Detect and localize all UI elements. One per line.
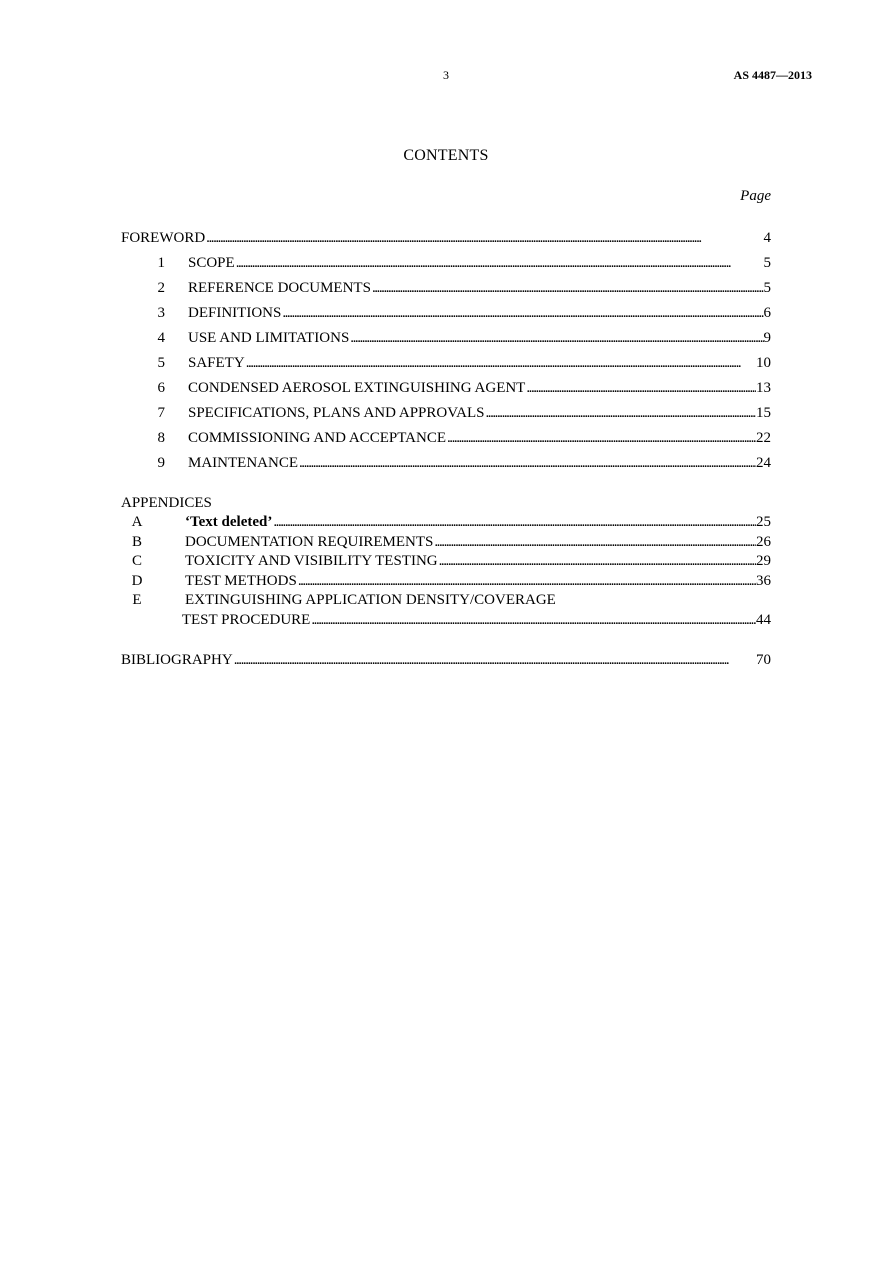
toc-entry-page: 4 — [763, 230, 771, 246]
dot-leader — [371, 278, 764, 298]
dot-leader — [446, 428, 756, 448]
dot-leader — [433, 532, 756, 552]
toc-entry-label: SAFETY — [188, 355, 245, 371]
toc-entry-number: A — [131, 514, 143, 530]
toc-entry-page: 70 — [756, 652, 771, 668]
toc-entry-clause[interactable] — [121, 428, 771, 448]
toc-entry-number: E — [132, 592, 142, 608]
toc-entry-clause[interactable] — [121, 403, 771, 423]
toc-entry-number: 8 — [157, 430, 165, 446]
dot-leader — [525, 378, 756, 398]
toc-entry-clause[interactable] — [121, 353, 771, 373]
toc-entry-page: 24 — [756, 455, 771, 471]
toc-entry-appendix[interactable] — [121, 571, 771, 591]
toc-entry-label: COMMISSIONING AND ACCEPTANCE — [188, 430, 446, 446]
toc-entry-clause[interactable] — [121, 278, 771, 298]
toc-entry-appendix[interactable] — [121, 532, 771, 552]
toc-entry-page: 22 — [756, 430, 771, 446]
toc-entry-label: ‘Text deleted’ — [185, 514, 273, 530]
dot-leader — [235, 253, 764, 273]
toc-entry-page: 9 — [763, 330, 771, 346]
toc-entry-appendix[interactable] — [121, 512, 771, 532]
toc-entry-label: FOREWORD — [121, 230, 206, 246]
toc-entry-label: DOCUMENTATION REQUIREMENTS — [185, 534, 434, 550]
toc-entry-appendix[interactable] — [121, 551, 771, 571]
toc-entry-label: REFERENCE DOCUMENTS — [188, 280, 371, 296]
toc-entry-appendix-e-line1[interactable] — [121, 590, 771, 610]
toc-entry-number: 1 — [157, 255, 165, 271]
toc-entry-number: 9 — [157, 455, 165, 471]
dot-leader — [310, 610, 756, 630]
toc-entry-page: 15 — [756, 405, 771, 421]
toc-entry-page: 25 — [756, 514, 771, 530]
dot-leader — [484, 403, 756, 423]
toc-entry-clause[interactable] — [121, 328, 771, 348]
dot-leader — [297, 571, 756, 591]
dot-leader — [438, 551, 756, 571]
toc-entry-number: 6 — [157, 380, 165, 396]
toc-entry-label: EXTINGUISHING APPLICATION DENSITY/COVERAGE — [185, 592, 556, 608]
toc-entry-page: 29 — [756, 553, 771, 569]
toc-entry-label: SPECIFICATIONS, PLANS AND APPROVALS — [188, 405, 485, 421]
toc-entry-number: 2 — [157, 280, 165, 296]
dot-leader — [298, 453, 756, 473]
toc-entry-number: 3 — [157, 305, 165, 321]
toc-entry-label: BIBLIOGRAPHY — [121, 652, 233, 668]
toc-entry-page: 26 — [756, 534, 771, 550]
toc-entry-page: 10 — [756, 355, 771, 371]
toc-entry-bibliography[interactable] — [121, 650, 771, 670]
dot-leader — [205, 228, 763, 248]
dot-leader — [233, 650, 756, 670]
toc-entry-number: 7 — [157, 405, 165, 421]
appendices-heading: APPENDICES — [121, 495, 212, 511]
toc-entry-label: MAINTENANCE — [188, 455, 298, 471]
toc-entry-number: B — [131, 534, 142, 550]
dot-leader — [245, 353, 756, 373]
toc-entry-label: CONDENSED AEROSOL EXTINGUISHING AGENT — [188, 380, 526, 396]
dot-leader — [272, 512, 756, 532]
toc-entry-page: 5 — [763, 255, 771, 271]
dot-leader — [349, 328, 763, 348]
toc-entry-page: 44 — [756, 612, 771, 628]
toc-entry-number: D — [131, 573, 143, 589]
toc-entry-clause[interactable] — [121, 253, 771, 273]
toc-entry-page: 13 — [756, 380, 771, 396]
toc-entry-label: DEFINITIONS — [188, 305, 282, 321]
toc-entry-appendix-e-line2[interactable] — [121, 610, 771, 630]
toc-entry-page: 6 — [763, 305, 771, 321]
toc-entry-label: TEST METHODS — [185, 573, 297, 589]
dot-leader — [281, 303, 763, 323]
toc-entry-number: C — [131, 553, 142, 569]
toc-entry-label: TOXICITY AND VISIBILITY TESTING — [185, 553, 438, 569]
toc-entry-clause[interactable] — [121, 378, 771, 398]
toc-entry-clause[interactable] — [121, 453, 771, 473]
page-number: 3 — [443, 68, 449, 82]
page-column-label: Page — [740, 188, 771, 204]
toc-entry-page: 36 — [756, 573, 771, 589]
document-id: AS 4487—2013 — [733, 68, 812, 82]
toc-entry-number: 5 — [157, 355, 165, 371]
toc-entry-label: TEST PROCEDURE — [181, 612, 311, 628]
toc-entry-label: SCOPE — [188, 255, 235, 271]
toc-entry-foreword[interactable] — [121, 228, 771, 248]
toc-entry-label: USE AND LIMITATIONS — [188, 330, 350, 346]
toc-entry-number: 4 — [157, 330, 165, 346]
page-title: CONTENTS — [403, 147, 489, 164]
toc-entry-page: 5 — [763, 280, 771, 296]
toc-entry-clause[interactable] — [121, 303, 771, 323]
